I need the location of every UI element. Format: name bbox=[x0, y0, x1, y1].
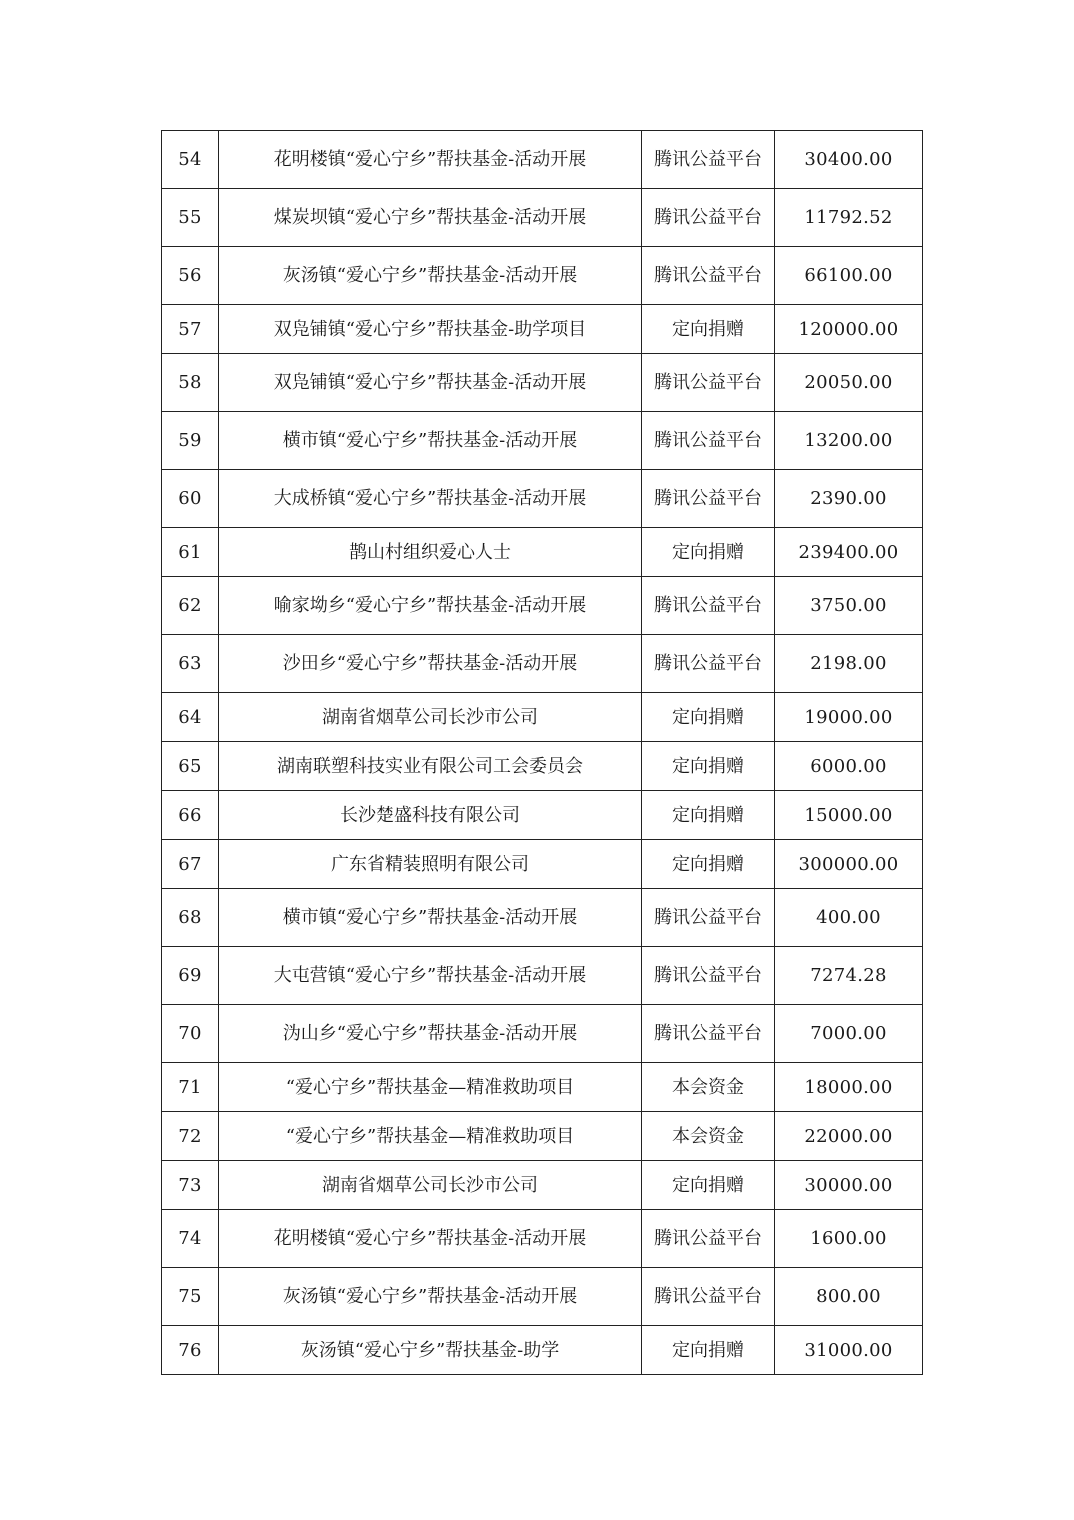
source-cell: 定向捐赠 bbox=[642, 840, 775, 889]
amount-cell: 1600.00 bbox=[775, 1210, 923, 1268]
source-cell: 腾讯公益平台 bbox=[642, 1268, 775, 1326]
row-number-cell: 71 bbox=[162, 1063, 219, 1112]
item-name-cell: 湖南省烟草公司长沙市公司 bbox=[219, 1161, 642, 1210]
amount-cell: 400.00 bbox=[775, 889, 923, 947]
table-row bbox=[162, 693, 923, 742]
table-row bbox=[162, 528, 923, 577]
table-row bbox=[162, 1112, 923, 1161]
amount-cell: 11792.52 bbox=[775, 189, 923, 247]
amount-cell: 120000.00 bbox=[775, 305, 923, 354]
source-cell: 定向捐赠 bbox=[642, 305, 775, 354]
source-cell: 腾讯公益平台 bbox=[642, 189, 775, 247]
source-cell: 定向捐赠 bbox=[642, 693, 775, 742]
row-number-cell: 68 bbox=[162, 889, 219, 947]
table-row bbox=[162, 947, 923, 1005]
table-row bbox=[162, 635, 923, 693]
amount-cell: 66100.00 bbox=[775, 247, 923, 305]
row-number-cell: 70 bbox=[162, 1005, 219, 1063]
item-name-cell: 灰汤镇“爱心宁乡”帮扶基金-活动开展 bbox=[219, 1268, 642, 1326]
row-number-cell: 61 bbox=[162, 528, 219, 577]
row-number-cell: 75 bbox=[162, 1268, 219, 1326]
source-cell: 腾讯公益平台 bbox=[642, 412, 775, 470]
source-cell: 腾讯公益平台 bbox=[642, 635, 775, 693]
table-row bbox=[162, 840, 923, 889]
item-name-cell: 横市镇“爱心宁乡”帮扶基金-活动开展 bbox=[219, 889, 642, 947]
table-row bbox=[162, 791, 923, 840]
source-cell: 腾讯公益平台 bbox=[642, 889, 775, 947]
amount-cell: 31000.00 bbox=[775, 1326, 923, 1375]
amount-cell: 2390.00 bbox=[775, 470, 923, 528]
amount-cell: 30000.00 bbox=[775, 1161, 923, 1210]
item-name-cell: “爱心宁乡”帮扶基金—精准救助项目 bbox=[219, 1063, 642, 1112]
table-row bbox=[162, 354, 923, 412]
amount-cell: 6000.00 bbox=[775, 742, 923, 791]
amount-cell: 7274.28 bbox=[775, 947, 923, 1005]
amount-cell: 30400.00 bbox=[775, 131, 923, 189]
table-row bbox=[162, 1210, 923, 1268]
table-row bbox=[162, 247, 923, 305]
source-cell: 腾讯公益平台 bbox=[642, 470, 775, 528]
table-row bbox=[162, 577, 923, 635]
item-name-cell: “爱心宁乡”帮扶基金—精准救助项目 bbox=[219, 1112, 642, 1161]
row-number-cell: 69 bbox=[162, 947, 219, 1005]
amount-cell: 15000.00 bbox=[775, 791, 923, 840]
row-number-cell: 67 bbox=[162, 840, 219, 889]
table-row bbox=[162, 1005, 923, 1063]
row-number-cell: 56 bbox=[162, 247, 219, 305]
table-row bbox=[162, 305, 923, 354]
table-row bbox=[162, 742, 923, 791]
table-row bbox=[162, 189, 923, 247]
row-number-cell: 63 bbox=[162, 635, 219, 693]
row-number-cell: 76 bbox=[162, 1326, 219, 1375]
row-number-cell: 64 bbox=[162, 693, 219, 742]
row-number-cell: 54 bbox=[162, 131, 219, 189]
amount-cell: 239400.00 bbox=[775, 528, 923, 577]
amount-cell: 20050.00 bbox=[775, 354, 923, 412]
table-row bbox=[162, 1268, 923, 1326]
row-number-cell: 60 bbox=[162, 470, 219, 528]
amount-cell: 300000.00 bbox=[775, 840, 923, 889]
row-number-cell: 58 bbox=[162, 354, 219, 412]
item-name-cell: 花明楼镇“爱心宁乡”帮扶基金-活动开展 bbox=[219, 1210, 642, 1268]
row-number-cell: 62 bbox=[162, 577, 219, 635]
item-name-cell: 双凫铺镇“爱心宁乡”帮扶基金-活动开展 bbox=[219, 354, 642, 412]
table-row bbox=[162, 889, 923, 947]
row-number-cell: 65 bbox=[162, 742, 219, 791]
table-row bbox=[162, 1161, 923, 1210]
item-name-cell: 横市镇“爱心宁乡”帮扶基金-活动开展 bbox=[219, 412, 642, 470]
source-cell: 定向捐赠 bbox=[642, 791, 775, 840]
row-number-cell: 74 bbox=[162, 1210, 219, 1268]
table-row bbox=[162, 131, 923, 189]
item-name-cell: 沩山乡“爱心宁乡”帮扶基金-活动开展 bbox=[219, 1005, 642, 1063]
item-name-cell: 湖南联塑科技实业有限公司工会委员会 bbox=[219, 742, 642, 791]
donation-table bbox=[161, 130, 923, 1375]
row-number-cell: 72 bbox=[162, 1112, 219, 1161]
item-name-cell: 广东省精装照明有限公司 bbox=[219, 840, 642, 889]
row-number-cell: 57 bbox=[162, 305, 219, 354]
source-cell: 定向捐赠 bbox=[642, 1326, 775, 1375]
source-cell: 腾讯公益平台 bbox=[642, 577, 775, 635]
amount-cell: 3750.00 bbox=[775, 577, 923, 635]
source-cell: 腾讯公益平台 bbox=[642, 947, 775, 1005]
donation-table-body bbox=[162, 131, 923, 1375]
source-cell: 定向捐赠 bbox=[642, 742, 775, 791]
table-row bbox=[162, 1326, 923, 1375]
source-cell: 定向捐赠 bbox=[642, 1161, 775, 1210]
amount-cell: 2198.00 bbox=[775, 635, 923, 693]
amount-cell: 22000.00 bbox=[775, 1112, 923, 1161]
amount-cell: 18000.00 bbox=[775, 1063, 923, 1112]
source-cell: 本会资金 bbox=[642, 1063, 775, 1112]
item-name-cell: 沙田乡“爱心宁乡”帮扶基金-活动开展 bbox=[219, 635, 642, 693]
item-name-cell: 大屯营镇“爱心宁乡”帮扶基金-活动开展 bbox=[219, 947, 642, 1005]
table-row bbox=[162, 470, 923, 528]
amount-cell: 19000.00 bbox=[775, 693, 923, 742]
source-cell: 定向捐赠 bbox=[642, 528, 775, 577]
amount-cell: 13200.00 bbox=[775, 412, 923, 470]
item-name-cell: 长沙楚盛科技有限公司 bbox=[219, 791, 642, 840]
item-name-cell: 双凫铺镇“爱心宁乡”帮扶基金-助学项目 bbox=[219, 305, 642, 354]
source-cell: 腾讯公益平台 bbox=[642, 1005, 775, 1063]
source-cell: 腾讯公益平台 bbox=[642, 354, 775, 412]
row-number-cell: 55 bbox=[162, 189, 219, 247]
item-name-cell: 鹊山村组织爱心人士 bbox=[219, 528, 642, 577]
row-number-cell: 59 bbox=[162, 412, 219, 470]
item-name-cell: 湖南省烟草公司长沙市公司 bbox=[219, 693, 642, 742]
source-cell: 本会资金 bbox=[642, 1112, 775, 1161]
amount-cell: 7000.00 bbox=[775, 1005, 923, 1063]
source-cell: 腾讯公益平台 bbox=[642, 1210, 775, 1268]
source-cell: 腾讯公益平台 bbox=[642, 131, 775, 189]
item-name-cell: 喻家坳乡“爱心宁乡”帮扶基金-活动开展 bbox=[219, 577, 642, 635]
item-name-cell: 灰汤镇“爱心宁乡”帮扶基金-助学 bbox=[219, 1326, 642, 1375]
row-number-cell: 66 bbox=[162, 791, 219, 840]
row-number-cell: 73 bbox=[162, 1161, 219, 1210]
item-name-cell: 大成桥镇“爱心宁乡”帮扶基金-活动开展 bbox=[219, 470, 642, 528]
amount-cell: 800.00 bbox=[775, 1268, 923, 1326]
item-name-cell: 煤炭坝镇“爱心宁乡”帮扶基金-活动开展 bbox=[219, 189, 642, 247]
table-row bbox=[162, 412, 923, 470]
table-row bbox=[162, 1063, 923, 1112]
item-name-cell: 花明楼镇“爱心宁乡”帮扶基金-活动开展 bbox=[219, 131, 642, 189]
source-cell: 腾讯公益平台 bbox=[642, 247, 775, 305]
item-name-cell: 灰汤镇“爱心宁乡”帮扶基金-活动开展 bbox=[219, 247, 642, 305]
